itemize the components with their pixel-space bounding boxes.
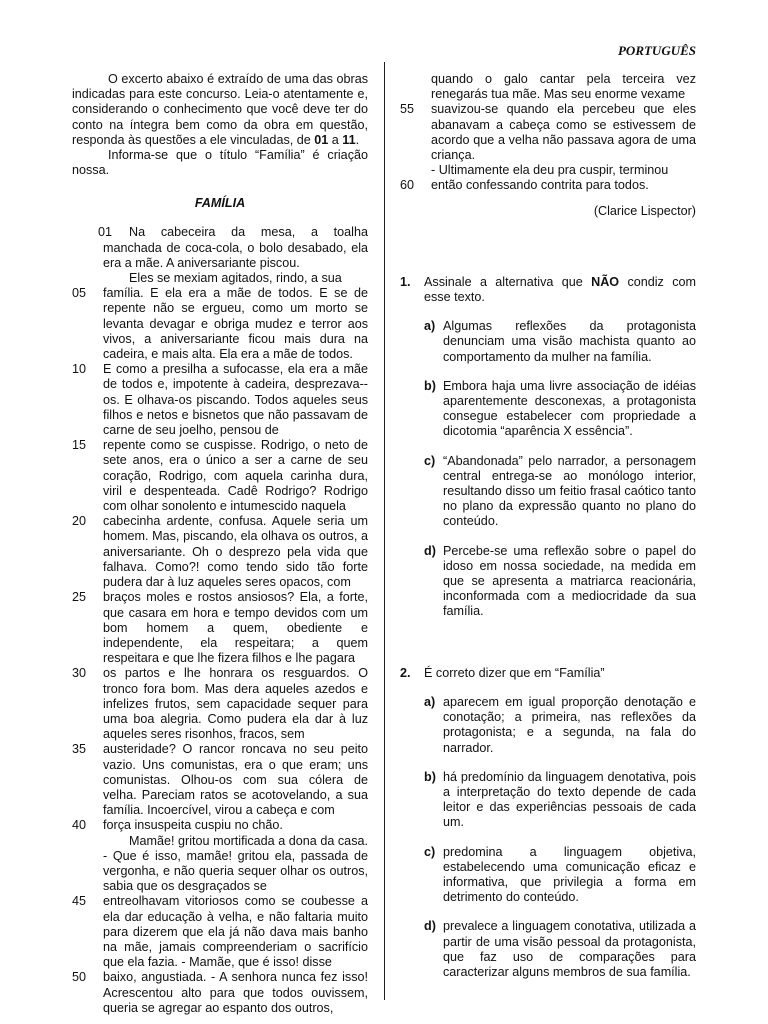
line-number: 60 [400,178,415,193]
line-number: 01 [98,225,113,240]
line-text: cabecinha ardente, confusa. Aquele seria um homem. Mas, piscando, ela olhava os outros, a aniversariante. Oh o desprezo pela vida que falhava. Como?! como tendo sido tão forte pudera dar à luz aqueles seres opacos, com [103,514,368,590]
story-line [72,894,368,970]
story-line [72,666,368,742]
story-line [400,163,696,178]
line-number: 20 [72,514,87,529]
line-text: braços moles e rostos ansiosos? Ela, a forte, que casara em hora e tempo devidos com um bom homem a quem, obediente e independente, ela respeitara; a quem respeitara e que lhe fizera filhos e lhe pagara [103,590,368,666]
line-text: repente como se cuspisse. Rodrigo, o neto de sete anos, era o único a ser a carne de seu coração, Rodrigo, com aquela carinha dura, viril e despenteada. Cadê Rodrigo? Rodrigo com olhar sonolento e intumescido naquela [103,438,368,514]
answer-option[interactable] [400,454,696,530]
line-text: suavizou-se quando ela percebeu que eles abanavam a cabeça como se estivessem de acordo que a velha não passava agora de uma criança. [431,102,696,163]
line-number: 45 [72,894,87,909]
story-text [72,225,368,1016]
line-text: quando o galo cantar pela terceira vez renegarás tua mãe. Mas seu enorme vexame [431,72,696,102]
line-text: força insuspeita cuspiu no chão. [103,818,283,833]
option-letter: b) [424,378,436,393]
line-text: austeridade? O rancor roncava no seu peito vazio. Uns comunistas, era o que eram; uns comunistas. Olhou-os com sua cólera de velha. Pareciam ratos se acotovelando, a sua família. Incoercível, virou a cabeça e com [103,742,368,818]
option-text: Percebe-se uma reflexão sobre o papel do idoso em nossa sociedade, na medida em que se apresenta a matriarca reacionária, inconformada com a mediocridade da sua família. [443,543,696,619]
line-number: 40 [72,818,87,833]
story-line [72,286,368,362]
line-text: - Ultimamente ela deu pra cuspir, terminou [431,163,669,178]
story-line [72,742,368,818]
option-text: prevalece a linguagem conotativa, utilizada a partir de uma visão pessoal da protagonista, que faz uso de comparações para caracterizar alguns membros de sua família. [443,919,696,979]
line-number: 10 [72,362,87,377]
line-text: Eles se mexiam agitados, rindo, a sua [129,271,342,286]
right-column [400,72,696,980]
left-column [72,72,368,1016]
answer-option[interactable] [400,770,696,831]
question-2-number: 2. [400,665,411,680]
answer-option[interactable] [400,379,696,440]
line-number: 50 [72,970,87,985]
question-1-stem-c: condiz com esse texto. [424,274,696,305]
story-text-continued [400,72,696,194]
intro-and: a [331,132,339,147]
story-line [72,271,368,286]
page-header-subject: PORTUGUÊS [617,43,696,58]
line-number: 35 [72,742,87,757]
question-2 [400,666,696,980]
option-text: há predomínio da linguagem denotativa, pois a interpretação do texto depende de cada leitor e das experiências pessoais de cada um. [443,769,696,830]
story-line [72,834,368,895]
line-text: família. E ela era a mãe de todos. E se de repente não se ergueu, como um morto se levanta devagar e obriga mudez e terror aos vivos, a aniversariante ficou mais dura na cadeira, e mais alta. Ela era a mãe de todos. [103,286,368,362]
option-letter: c) [424,844,436,859]
option-letter: b) [424,769,436,784]
question-1-number: 1. [400,274,411,289]
story-author: (Clarice Lispector) [593,203,696,218]
story-line [72,590,368,666]
line-text: E como a presilha a sufocasse, ela era a mãe de todos e, impotente à cadeira, desprezava--os. E olhava-os piscando. Todos aqueles seus filhos e netos e bisnetos que não passavam de carne de seu joelho, pensou de [103,362,368,438]
answer-option[interactable] [400,544,696,620]
option-letter: d) [424,543,436,558]
line-text: baixo, angustiada. - A senhora nunca fez isso! Acrescentou alto para que todos ouvissem, queria se agregar ao espanto dos outros, [103,970,368,1015]
intro-text: O excerto abaixo é extraído de uma das obras indicadas para este concurso. Leia-o atentamente e, considerando o conhecimento que você deve ter do conto na íntegra bem como da obra em questão, responda às questões a ele vinculadas, de [72,72,368,147]
question-1-stem [400,275,696,305]
intro-to: 11 [342,132,356,147]
line-text: os partos e lhe honrara os resguardos. O tronco fora bom. Mas dera aqueles azedos e infelizes frutos, sem capacidade sequer para uma boa alegria. Como pudera ela dar à luz aqueles seres risonhos, fracos, sem [103,666,368,742]
option-letter: a) [424,319,436,334]
story-line [400,178,696,193]
story-title: FAMÍLIA [194,196,246,211]
option-letter: c) [424,453,436,468]
answer-option[interactable] [400,695,696,756]
answer-option[interactable] [400,319,696,365]
question-1 [400,275,696,620]
story-line [72,362,368,438]
question-2-stem [400,666,696,681]
intro-from: 01 [314,132,329,147]
option-text: Algumas reflexões da protagonista denunciam uma visão machista quanto ao comportamento da mulher na família. [443,319,696,364]
option-letter: d) [424,919,436,934]
line-text: entreolhavam vitoriosos como se coubesse a ela dar educação à velha, e não faltaria muito para dizerem que ela já não dava mais banho na mãe, jamais compreenderiam o sacrifício que ela fazia. - Mamãe, que é isso! disse [103,894,368,970]
story-line [72,225,368,271]
line-number: 55 [400,102,415,117]
option-text: predomina a linguagem objetiva, estabelecendo uma comunicação eficaz e informativa, que privilegia a forma em detrimento do conteúdo. [443,844,696,905]
question-2-stem-text: É correto dizer que em “Família” [424,665,605,680]
answer-option[interactable] [400,919,696,980]
story-line [72,514,368,590]
option-text: “Abandonada” pelo narrador, a personagem central entrega-se ao monólogo interior, resultando disso um feitio frasal caótico tanto no plano da expressão quanto no plano do conteúdo. [443,453,696,529]
line-number: 30 [72,666,87,681]
intro-paragraph [72,72,368,148]
story-line [72,970,368,1016]
intro-end: . [355,132,360,147]
answer-option[interactable] [400,845,696,906]
option-text: Embora haja uma livre associação de idéias aparentemente desconexas, a protagonista consegue estabelecer com propriedade a dicotomia “aparência X essência”. [443,378,696,439]
line-number: 25 [72,590,87,605]
story-line [400,72,696,102]
question-1-stem-a: Assinale a alternativa que [424,274,583,289]
question-1-stem-emphasis: NÃO [591,274,620,289]
line-text: então confessando contrita para todos. [431,178,649,193]
option-letter: a) [424,694,436,709]
line-text: Na cabeceira da mesa, a toalha manchada de coca-cola, o bolo desabado, ela era a mãe. A aniversariante piscou. [103,225,368,270]
line-number: 05 [72,286,87,301]
line-text: Mamãe! gritou mortificada a dona da casa. - Que é isso, mamãe! gritou ela, passada de vergonha, e não queria sequer olhar os outros, sabia que os desgraçados se [103,833,368,894]
intro-note: Informa-se que o título “Família” é criação nossa. [72,148,368,178]
story-line [72,438,368,514]
column-divider [384,62,385,1000]
story-line [72,818,368,833]
option-text: aparecem em igual proporção denotação e conotação; a primeira, nas reflexões da protagonista; e a segunda, na fala do narrador. [443,694,696,755]
line-number: 15 [72,438,87,453]
story-line [400,102,696,163]
